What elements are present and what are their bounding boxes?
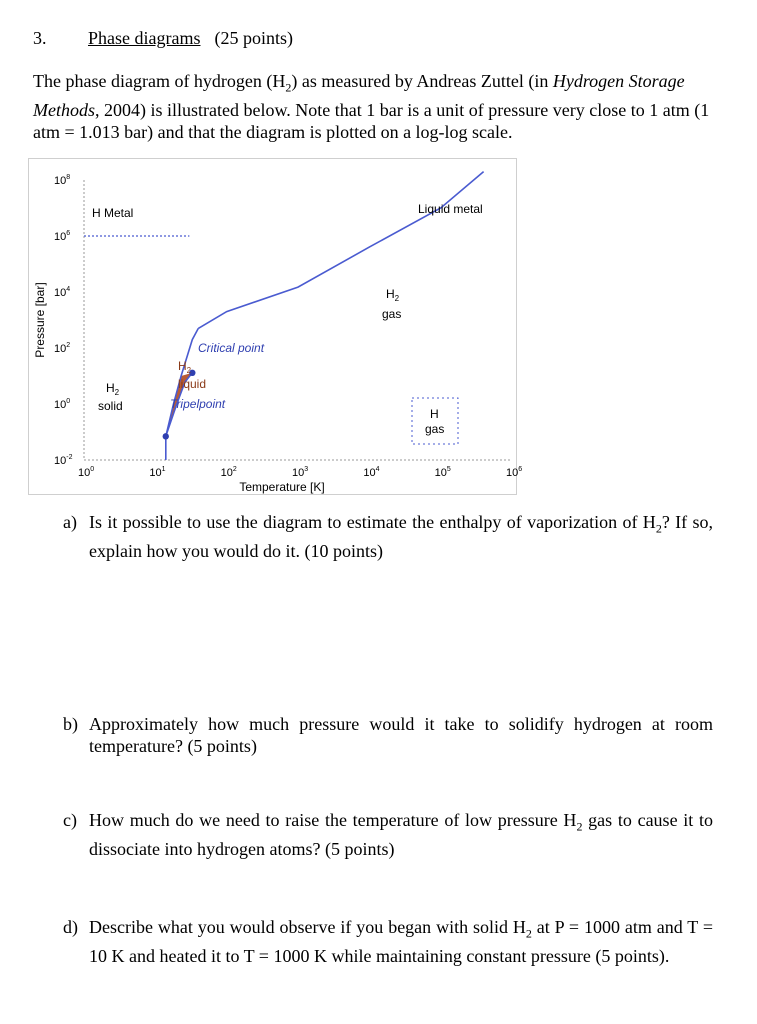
y-tick-exp: 0 (66, 398, 71, 405)
question-title (88, 28, 293, 49)
part-c-text1: How much do we need to raise the temperature of low pressure H (89, 810, 577, 830)
x-tick-exp: 4 (375, 466, 380, 473)
part-d-text1: Describe what you would observe if you began with solid H (89, 917, 526, 937)
annotation-critical-point: Critical point (198, 341, 265, 355)
intro-part2: ) as measured by Andreas Zuttel (in (291, 71, 553, 91)
y-tick-base: 10 (54, 343, 67, 355)
h2-gas-h: H (386, 287, 395, 301)
part-a-sub: 2 (655, 521, 662, 536)
part-b-text (89, 713, 713, 757)
region-h-gas: H (430, 407, 439, 421)
part-c (63, 809, 713, 860)
part-a (63, 511, 713, 562)
x-tick-base: 10 (506, 467, 519, 479)
x-tick-exp: 3 (304, 466, 309, 473)
x-tick-exp: 5 (446, 466, 451, 473)
part-d-sub: 2 (525, 926, 532, 941)
x-tick-base: 10 (363, 467, 376, 479)
intro-sub: 2 (285, 80, 292, 95)
y-tick-base: 10 (54, 455, 67, 467)
h2-liquid-sub: 2 (186, 366, 192, 375)
y-axis-label: Pressure [bar] (33, 282, 47, 358)
part-d-text (89, 916, 713, 967)
annotation-triple-point: Tripelpoint (170, 397, 226, 411)
y-tick-base: 10 (54, 399, 67, 411)
y-tick-exp: 6 (66, 230, 71, 237)
x-tick-base: 10 (292, 467, 305, 479)
x-axis-label: Temperature [K] (239, 480, 325, 494)
region-h2-liquid-word: liquid (178, 377, 207, 391)
region-h2-solid-word: solid (98, 399, 123, 413)
h2-liquid-h: H (178, 359, 187, 373)
x-tick-exp: 6 (518, 466, 523, 473)
y-tick-exp: 8 (66, 174, 71, 181)
part-a-text2: ? If so, explain how you would do it. (10 points) (89, 512, 713, 561)
x-tick-label (506, 466, 522, 479)
region-h2-gas-word: gas (382, 307, 402, 321)
x-tick-base: 10 (220, 467, 233, 479)
part-a-label: a) (63, 512, 77, 532)
part-a-text1: Is it possible to use the diagram to estimate the enthalpy of vaporization of H (89, 512, 656, 532)
part-c-label: c) (63, 810, 77, 830)
h2-solid-h: H (106, 381, 115, 395)
part-a-text (89, 511, 713, 562)
x-tick-exp: 1 (161, 466, 166, 473)
part-c-sub: 2 (576, 819, 583, 834)
part-b (63, 713, 713, 757)
marker-tripelpoint (163, 433, 169, 439)
phase-diagram-chart (28, 158, 528, 498)
intro-source: Hydrogen Storage Methods (33, 71, 685, 120)
question-title-text: Phase diagrams (88, 28, 201, 48)
x-tick-base: 10 (149, 467, 162, 479)
y-tick-exp: 2 (66, 342, 71, 349)
y-tick-base: 10 (54, 231, 67, 243)
h2-solid-sub: 2 (114, 388, 120, 397)
region-h-metal: H Metal (92, 206, 134, 220)
y-tick-exp: -2 (66, 454, 73, 461)
part-d (63, 916, 713, 967)
part-b-text1: Approximately how much pressure would it take to solidify hydrogen at room temperature? (5 points) (89, 714, 713, 756)
part-d-label: d) (63, 917, 78, 937)
y-tick-base: 10 (54, 287, 67, 299)
intro-paragraph (33, 70, 723, 143)
intro-part3: , 2004) is illustrated below. Note that 1 bar is a unit of pressure very close to 1 atm (1 atm = 1.013 bar) and that the diagram is plotted on a log-log scale. (33, 99, 710, 142)
part-c-text2: gas to cause it to dissociate into hydrogen atoms? (5 points) (89, 810, 713, 859)
x-tick-exp: 0 (90, 466, 95, 473)
y-tick-exp: 4 (66, 286, 71, 293)
part-c-text (89, 809, 713, 860)
part-d-text2: at P = 1000 atm and T = 10 K and heated it to T = 1000 K while maintaining constant pressure (5 points). (89, 917, 713, 966)
region-h-gas-word: gas (425, 422, 445, 436)
y-tick-base: 10 (54, 175, 67, 187)
x-tick-base: 10 (434, 467, 447, 479)
h2-gas-sub: 2 (394, 294, 400, 303)
x-tick-exp: 2 (232, 466, 237, 473)
question-number: 3. (33, 28, 47, 48)
part-b-label: b) (63, 714, 78, 734)
intro-part1: The phase diagram of hydrogen (H (33, 71, 286, 91)
question-points: (25 points) (214, 28, 293, 48)
region-liquid-metal: Liquid metal (418, 202, 483, 216)
x-tick-base: 10 (78, 467, 91, 479)
